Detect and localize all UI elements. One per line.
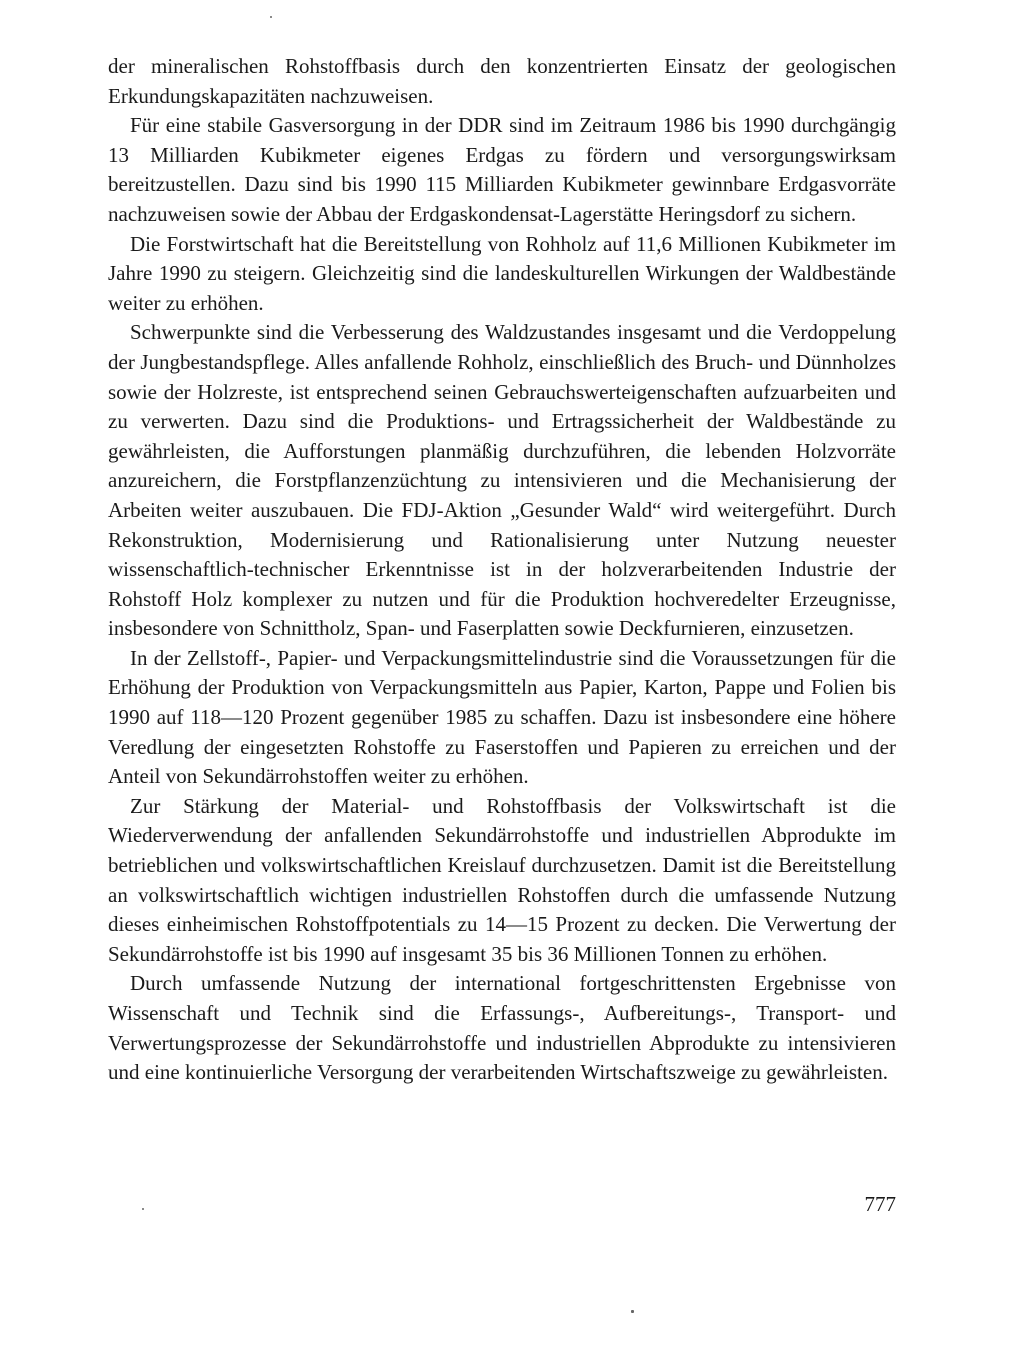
scan-speck [142,1208,144,1210]
paragraph-zellstoff: In der Zellstoff-, Papier- und Verpackungsmittelindustrie sind die Voraussetzungen für die Erhöhung der Produktion von Verpackungsmitteln aus Papier, Karton, Pappe und Folien bis 1990 auf 118—120 Prozent gegenüber 1985 zu schaffen. Dazu ist insbesondere eine höhere Veredlung der eingesetzten Rohstoffe zu Faserstoffen und Papieren zu erreichen und der Anteil von Sekundärrohstoffen weiter zu erhöhen. [108,645,896,789]
paragraph-forstwirtschaft: Die Forstwirtschaft hat die Bereitstellung von Rohholz auf 11,6 Millionen Kubikmeter im Jahre 1990 zu steigern. Gleichzeitig sind die landeskulturellen Wirkungen der Waldbestände weiter zu erhöhen. [108,231,896,315]
paragraph-continued: der mineralischen Rohstoffbasis durch den konzentrierten Einsatz der geologischen Erkundungskapazitäten nachzuweisen. [108,54,896,108]
paragraph-rohstoffbasis: Zur Stärkung der Material- und Rohstoffbasis der Volkswirtschaft ist die Wiederverwendung der anfallenden Sekundärrohstoffe und industriellen Abprodukte im betrieblichen und volkswirtschaftlichen Kreislauf durchzusetzen. Damit ist die Bereitstellung an volkswirtschaftlich wichtigen industriellen Rohstoffen durch die umfassende Nutzung dieses einheimischen Rohstoffpotentials zu 14—15 Prozent zu decken. Die Verwertung der Sekundärrohstoffe ist bis 1990 auf insgesamt 35 bis 36 Millionen Tonnen zu erhöhen. [108,793,896,966]
page-number: 777 [864,1192,896,1216]
body-text [108,52,896,1088]
scan-speck [270,16,272,18]
paragraph-sekundaerrohstoffe: Durch umfassende Nutzung der international fortgeschrittensten Ergebnisse von Wissenschaft und Technik sind die Erfassungs-, Aufbereitungs-, Transport- und Verwertungsprozesse der Sekundärrohstoffe und industriellen Abprodukte zu intensivieren und eine kontinuierliche Versorgung der verarbeitenden Wirtschaftszweige zu gewährleisten. [108,971,896,1085]
paragraph-gasversorgung: Für eine stabile Gasversorgung in der DDR sind im Zeitraum 1986 bis 1990 durchgängig 13 Milliarden Kubikmeter eigenes Erdgas zu fördern und versorgungswirksam bereitzustellen. Dazu sind bis 1990 115 Milliarden Kubikmeter gewinnbare Erdgasvorräte nachzuweisen sowie der Abbau der Erdgaskondensat-Lagerstätte Heringsdorf zu sichern. [108,113,896,226]
scan-speck [631,1310,634,1313]
paragraph-schwerpunkte: Schwerpunkte sind die Verbesserung des Waldzustandes insgesamt und die Verdoppelung der Jungbestandspflege. Alles anfallende Rohholz, einschließlich des Bruch- und Dünnholzes sowie der Holzreste, ist entsprechend seinen Gebrauchswerteigenschaften aufzuarbeiten und zu verwerten. Dazu sind die Produktions- und Ertragssicherheit der Waldbestände zu gewährleisten, die Aufforstungen planmäßig durchzuführen, die lebenden Holzvorräte anzureichern, die Forstpflanzenzüchtung zu intensivieren und die Mechanisierung der Arbeiten weiter auszubauen. Die FDJ-Aktion „Gesunder Wald“ wird weitergeführt. Durch Rekonstruktion, Modernisierung und Rationalisierung unter Nutzung neuester wissenschaftlich-technischer Erkenntnisse ist in der holzverarbeitenden Industrie der Rohstoff Holz komplexer zu nutzen und für die Produktion hochveredelter Erzeugnisse, insbesondere von Schnittholz, Span- und Faserplatten sowie Deckfurnieren, einzusetzen. [108,320,896,641]
